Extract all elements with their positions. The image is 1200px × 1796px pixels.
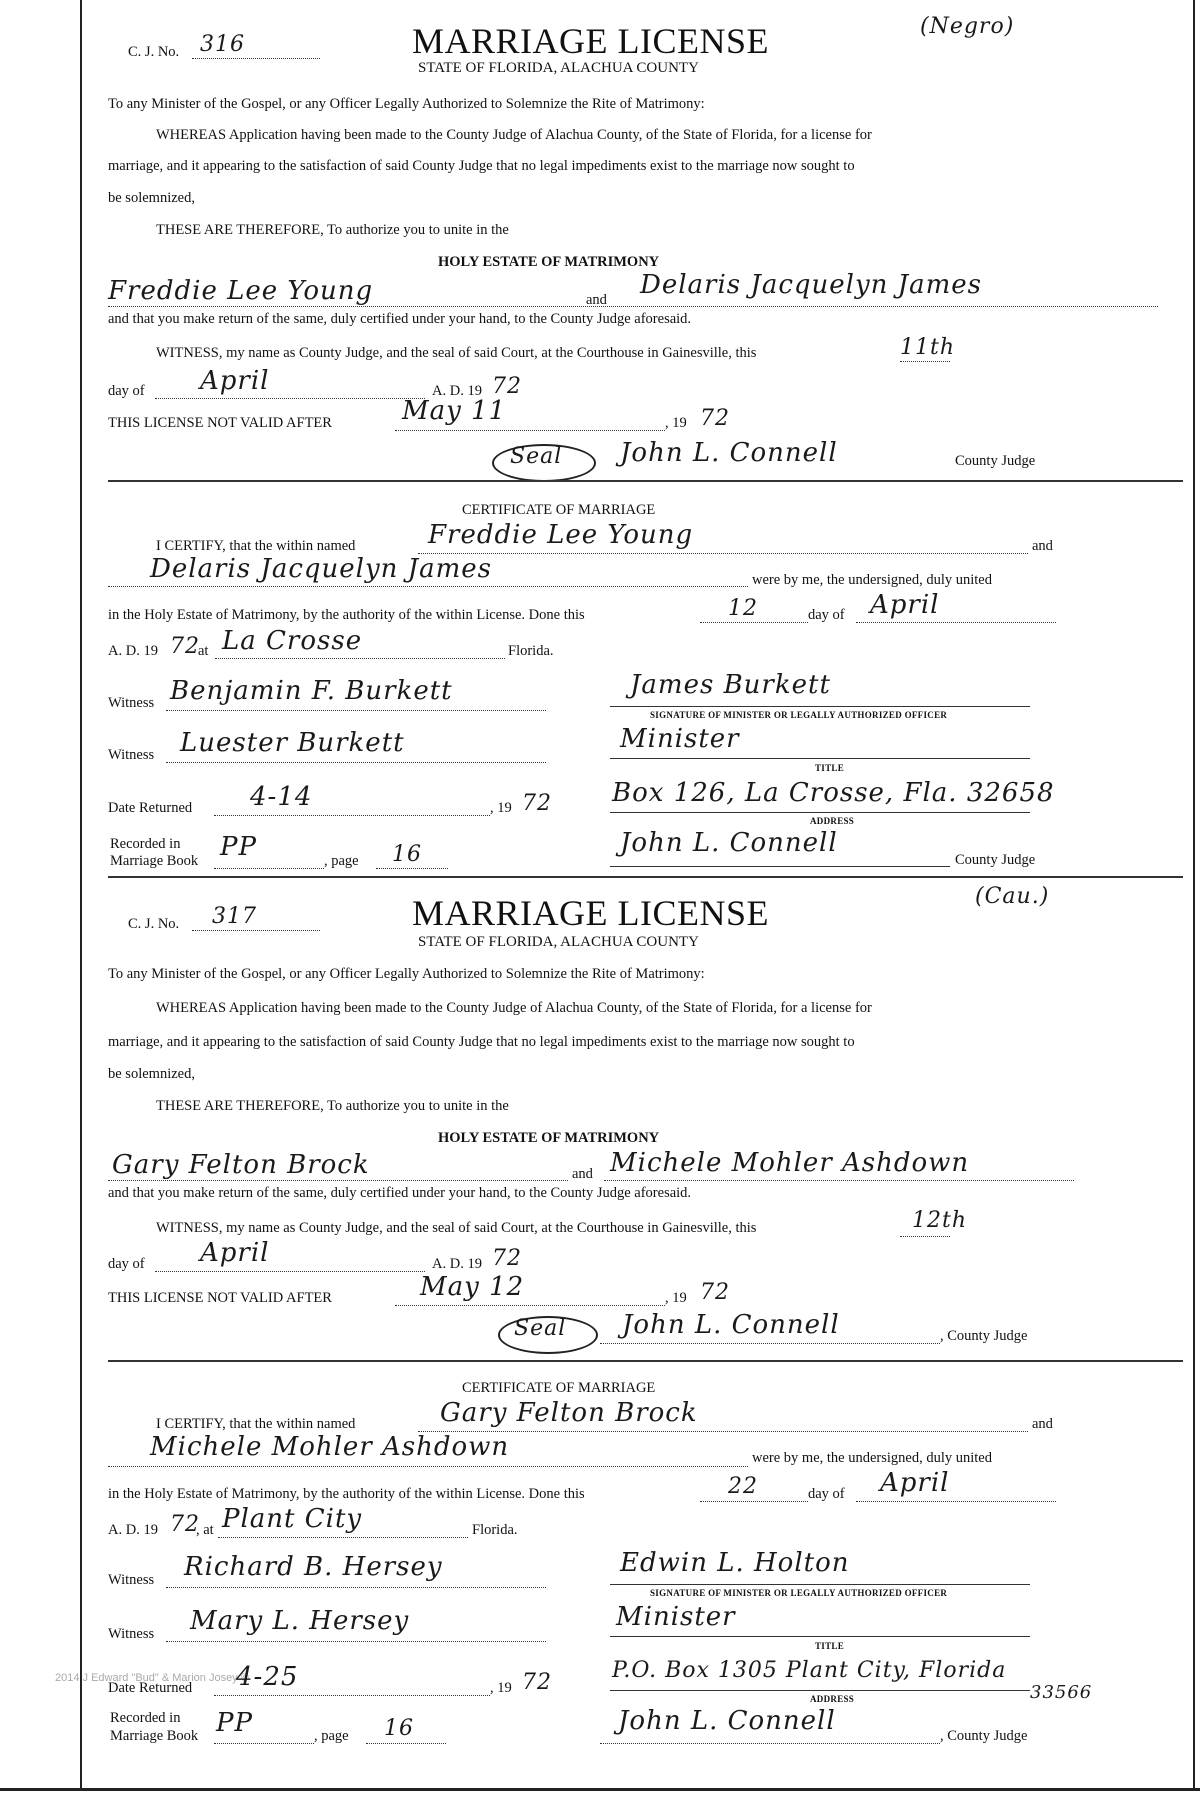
witness-2-name: Luester Burkett: [180, 728, 405, 758]
bride-name: Michele Mohler Ashdown: [610, 1148, 970, 1178]
marriage-place: Plant City: [222, 1504, 363, 1534]
cj-number: 317: [212, 904, 257, 929]
day-of-label: day of: [808, 607, 845, 623]
officer-address: P.O. Box 1305 Plant City, Florida: [612, 1658, 1007, 1683]
race-note: (Cau.): [975, 884, 1050, 909]
and-label: and: [1032, 538, 1053, 554]
witness-day: 11th: [900, 335, 956, 360]
united-label: were by me, the undersigned, duly united: [752, 572, 992, 588]
whereas-line-3: be solemnized,: [108, 190, 195, 206]
at-label: at: [198, 643, 209, 659]
date-returned-label: Date Returned: [108, 800, 193, 816]
witness-1-label: Witness: [108, 1572, 155, 1588]
certificate-title: CERTIFICATE OF MARRIAGE: [462, 502, 656, 518]
not-valid-year: 72: [700, 406, 730, 431]
address-line: To any Minister of the Gospel, or any Officer Legally Authorized to Solemnize the Rite of Matrimony:: [108, 96, 705, 112]
not-valid-year-label: , 19: [665, 415, 687, 431]
and-label: and: [1032, 1416, 1053, 1432]
officer-signature: James Burkett: [630, 670, 831, 700]
day-of-label: day of: [808, 1486, 845, 1502]
not-valid-label: THIS LICENSE NOT VALID AFTER: [108, 1290, 332, 1306]
returned-year: 72: [522, 1670, 552, 1695]
whereas-line-3: be solemnized,: [108, 1066, 195, 1082]
license-subtitle: STATE OF FLORIDA, ALACHUA COUNTY: [418, 934, 699, 950]
therefore-line: THESE ARE THEREFORE, To authorize you to unite in the: [156, 1098, 509, 1114]
title-caption: TITLE: [815, 763, 845, 773]
witness-2-label: Witness: [108, 747, 155, 763]
judge-signature: John L. Connell: [620, 438, 838, 468]
address-line: To any Minister of the Gospel, or any Officer Legally Authorized to Solemnize the Rite of Matrimony:: [108, 966, 705, 982]
cj-label: C. J. No.: [128, 916, 180, 932]
groom-name: Gary Felton Brock: [112, 1150, 370, 1180]
and-label: and: [572, 1166, 593, 1182]
not-valid-date: May 11: [402, 396, 507, 426]
done-month: April: [880, 1468, 950, 1498]
county-judge-label: County Judge: [955, 453, 1036, 469]
officer-zip: 33566: [1030, 1682, 1093, 1703]
done-year: 72: [170, 634, 200, 659]
officer-address: Box 126, La Crosse, Fla. 32658: [612, 778, 1055, 808]
certify-label: I CERTIFY, that the within named: [156, 538, 356, 554]
county-judge-label: , County Judge: [940, 1328, 1028, 1344]
not-valid-year: 72: [700, 1280, 730, 1305]
witness-line: WITNESS, my name as County Judge, and the seal of said Court, at the Courthouse in Gainesville, this: [156, 1220, 757, 1236]
judge-signature: John L. Connell: [618, 1706, 836, 1736]
recorded-label: Recorded in: [110, 1710, 181, 1726]
officer-signature: Edwin L. Holton: [620, 1548, 850, 1578]
title-caption: TITLE: [815, 1641, 845, 1651]
county-judge-label: , County Judge: [940, 1728, 1028, 1744]
whereas-line-1: WHEREAS Application having been made to the County Judge of Alachua County, of the State of Florida, for a license for: [156, 127, 872, 143]
done-month: April: [870, 590, 940, 620]
holy-estate-heading: HOLY ESTATE OF MATRIMONY: [438, 254, 660, 270]
person-2-name: Michele Mohler Ashdown: [150, 1432, 510, 1462]
florida-label: Florida.: [508, 643, 554, 659]
holy-estate-heading: HOLY ESTATE OF MATRIMONY: [438, 1130, 660, 1146]
returned-year: 72: [522, 791, 552, 816]
ad-label: A. D. 19: [432, 383, 482, 399]
witness-day: 12th: [912, 1208, 968, 1233]
witness-1-name: Richard B. Hersey: [184, 1552, 443, 1582]
witness-1-name: Benjamin F. Burkett: [170, 676, 453, 706]
recorded-label: Recorded in: [110, 836, 181, 852]
seal-text: Seal: [514, 1316, 567, 1341]
address-caption: ADDRESS: [810, 1694, 855, 1704]
witness-line: WITNESS, my name as County Judge, and the seal of said Court, at the Courthouse in Gainesville, this: [156, 345, 757, 361]
book-letters: PP: [216, 1708, 253, 1738]
returned-year-label: , 19: [490, 1680, 512, 1696]
license-subtitle: STATE OF FLORIDA, ALACHUA COUNTY: [418, 60, 699, 76]
license-title: MARRIAGE LICENSE: [412, 893, 769, 933]
done-day: 22: [728, 1474, 758, 1499]
page-number: 16: [384, 1716, 414, 1741]
page-number: 16: [392, 842, 422, 867]
at-label: , at: [196, 1522, 214, 1538]
ad-label: A. D. 19: [108, 1522, 158, 1538]
united-label: were by me, the undersigned, duly united: [752, 1450, 992, 1466]
florida-label: Florida.: [472, 1522, 518, 1538]
witness-2-label: Witness: [108, 1626, 155, 1642]
license-title: MARRIAGE LICENSE: [412, 21, 769, 61]
done-year: 72: [170, 1512, 200, 1537]
seal-text: Seal: [510, 444, 563, 469]
license-month: April: [200, 1238, 270, 1268]
bride-name: Delaris Jacquelyn James: [640, 270, 982, 300]
page-label: , page: [314, 1728, 349, 1744]
officer-title: Minister: [616, 1602, 736, 1632]
witness-1-label: Witness: [108, 695, 155, 711]
page-label: , page: [324, 853, 359, 869]
holy-line: in the Holy Estate of Matrimony, by the authority of the within License. Done this: [108, 607, 585, 623]
page-bottom-edge: [0, 1788, 1200, 1791]
officer-title: Minister: [620, 724, 740, 754]
signature-caption: SIGNATURE OF MINISTER OR LEGALLY AUTHORIZED OFFICER: [650, 710, 948, 720]
county-judge-label: County Judge: [955, 852, 1036, 868]
person-1-name: Freddie Lee Young: [428, 520, 694, 550]
witness-2-name: Mary L. Hersey: [190, 1606, 410, 1636]
ad-label: A. D. 19: [108, 643, 158, 659]
signature-caption: SIGNATURE OF MINISTER OR LEGALLY AUTHORIZED OFFICER: [650, 1588, 948, 1598]
person-1-name: Gary Felton Brock: [440, 1398, 698, 1428]
whereas-line-2: marriage, and it appearing to the satisfaction of said County Judge that no legal impediments exist to the marriage now sought to: [108, 1034, 855, 1050]
race-note: (Negro): [920, 14, 1015, 39]
address-caption: ADDRESS: [810, 816, 855, 826]
license-year: 72: [492, 1246, 522, 1271]
book-letters: PP: [220, 832, 257, 862]
whereas-line-2: marriage, and it appearing to the satisfaction of said County Judge that no legal impediments exist to the marriage now sought to: [108, 158, 855, 174]
date-returned-label: Date Returned: [108, 1680, 193, 1696]
not-valid-year-label: , 19: [665, 1290, 687, 1306]
done-day: 12: [728, 596, 758, 621]
section-divider: [108, 1360, 1183, 1362]
whereas-line-1: WHEREAS Application having been made to the County Judge of Alachua County, of the State of Florida, for a license for: [156, 1000, 872, 1016]
certificate-title: CERTIFICATE OF MARRIAGE: [462, 1380, 656, 1396]
section-divider: [108, 876, 1183, 878]
marriage-book-label: Marriage Book: [110, 853, 199, 869]
section-divider: [108, 480, 1183, 482]
copyright-watermark: 2014 J Edward "Bud" & Marion Josey ©: [55, 1672, 249, 1684]
and-label: and: [586, 292, 607, 308]
cj-label: C. J. No.: [128, 44, 180, 60]
therefore-line: THESE ARE THEREFORE, To authorize you to unite in the: [156, 222, 509, 238]
day-of-label: day of: [108, 1256, 145, 1272]
groom-name: Freddie Lee Young: [108, 276, 374, 306]
judge-signature: John L. Connell: [620, 828, 838, 858]
date-returned: 4-14: [250, 782, 313, 812]
marriage-place: La Crosse: [222, 626, 363, 656]
license-month: April: [200, 366, 270, 396]
return-line: and that you make return of the same, duly certified under your hand, to the County Judge aforesaid.: [108, 1185, 692, 1201]
date-returned: 4-25: [236, 1662, 299, 1692]
not-valid-date: May 12: [420, 1272, 525, 1302]
day-of-label: day of: [108, 383, 145, 399]
return-line: and that you make return of the same, duly certified under your hand, to the County Judge aforesaid.: [108, 311, 692, 327]
marriage-book-label: Marriage Book: [110, 1728, 199, 1744]
ad-label: A. D. 19: [432, 1256, 482, 1272]
license-year: 72: [492, 374, 522, 399]
judge-signature: John L. Connell: [622, 1310, 840, 1340]
returned-year-label: , 19: [490, 800, 512, 816]
certify-label: I CERTIFY, that the within named: [156, 1416, 356, 1432]
person-2-name: Delaris Jacquelyn James: [150, 554, 492, 584]
not-valid-label: THIS LICENSE NOT VALID AFTER: [108, 415, 332, 431]
holy-line: in the Holy Estate of Matrimony, by the authority of the within License. Done this: [108, 1486, 585, 1502]
cj-number: 316: [200, 32, 245, 57]
